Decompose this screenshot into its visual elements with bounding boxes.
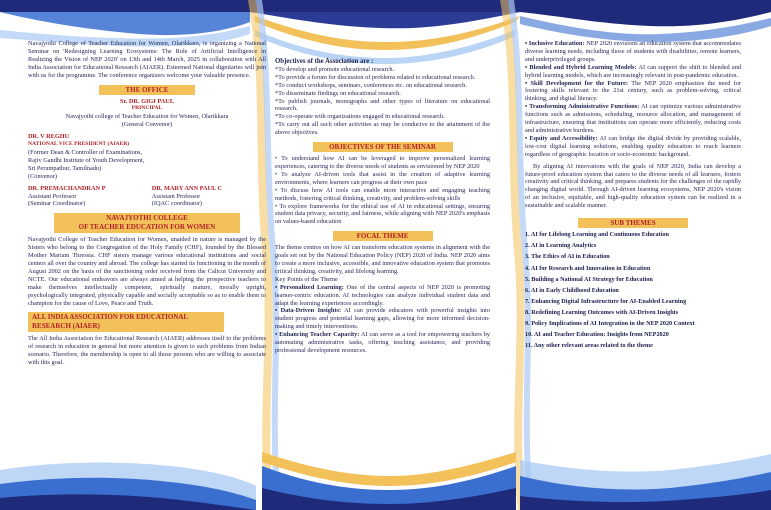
aiaer-heading-line-1: ALL INDIA ASSOCIATION FOR EDUCATIONAL (32, 313, 189, 322)
office-heading: THE OFFICE (99, 85, 195, 95)
sub-theme-item: 8. Redefining Learning Outcomes with AI-Driven Insights (525, 308, 679, 316)
coordinator-2-desc: (IQAC coordinator) (151, 200, 202, 208)
theme-point-text: NEP 2020 envisions an education system that accommodates diverse learning needs, including those of students with disabilities, remote learners, and underprivileged groups. (525, 40, 741, 63)
coordinator-1 (28, 185, 142, 209)
intro-text: Navajyothi College of Teacher Education for Women, Olarikkara, is organizing a National Seminar on 'Redesigning Learning Ecosystems: The Role of Artificial Intelligence in Realizing the Vision of NEP 2020' on 13th and 14th March, 2025 in collaboration with All India Association for Educational Research (AIAER). Esteemed National dignitaries will join with us for the programme. The conference organizers welcome your valuable presence. (28, 40, 266, 79)
key-point-item (275, 331, 490, 355)
college-heading-line-2: OF TEACHER EDUCATION FOR WOMEN (78, 223, 216, 232)
objective-item: *To provide a forum for discussion of problems related to educational research. (275, 73, 476, 81)
objective-item: *To disseminate findings on educational research. (275, 89, 401, 97)
coordinator-2 (152, 185, 266, 209)
sub-theme-item: 10. AI and Teacher Education: Insights from NEP2020 (525, 331, 669, 339)
theme-point-item (525, 64, 741, 80)
right-panel (525, 40, 741, 350)
key-point-label: • Enhancing Teacher Capacity: (275, 331, 360, 339)
vp-desc-1: (Former Dean & Controller of Examinations, (28, 148, 143, 156)
objectives-list (275, 66, 490, 137)
theme-point-label: • Equity and Accessibility: (525, 134, 598, 142)
vp-name: DR. V REGHU (28, 133, 70, 141)
seminar-objective-item: • To understand how AI can be leveraged to improve personalized learning experiences, catering to the diverse needs of students as envisioned by NEP 2020 (275, 155, 490, 170)
principal-convenor: (General Convenor) (121, 121, 173, 129)
sub-theme-item: 2. AI in Learning Analytics (525, 242, 597, 250)
objective-item: *To carry out all such other activities as may be conducive to the attainment of the above objectives. (275, 121, 490, 137)
college-heading-line-1: NAVAJYOTHI COLLEGE (106, 214, 188, 223)
seminar-objectives-list (275, 155, 490, 226)
sub-theme-item: 3. The Ethics of AI in Education (525, 253, 610, 261)
theme-point-item (525, 135, 741, 159)
sub-theme-item: 7. Enhancing Digital Infrastructure for AI-Enabled Learning (525, 297, 687, 305)
theme-point-label: • Blended and Hybrid Learning Models: (525, 63, 637, 71)
theme-point-item (525, 103, 741, 135)
principal-name: Sr. DR. GIGI PAUL (119, 97, 175, 105)
vp-desc-3: Sri Perumpathur, Tamilnadu) (28, 164, 102, 172)
sub-theme-item: 4. AI for Research and Innovation in Education (525, 264, 651, 272)
left-panel (28, 40, 266, 367)
seminar-objective-item: • To analyze AI-driven tools that assist in the creation of adaptive learning environments, where learners can progress at their own pace (275, 170, 490, 186)
aiaer-heading-line-2: RESEARCH (AIAER) (32, 322, 100, 331)
key-point-item (275, 307, 490, 331)
principal-desc: Navajyothi college of Teacher Education for Women, Olarikkara (65, 113, 229, 121)
sub-themes-heading: SUB THEMES (578, 218, 688, 228)
aiaer-heading (28, 312, 224, 332)
theme-point-text: AI can optimize various administrative functions such as admissions, scheduling, resource allocation, and management of infrastructure, ensuring that institutions can operate more efficiently, reducing costs and administrative burdens. (525, 103, 742, 134)
focal-theme-text: The theme centres on how AI can transform education systems in alignment with the goals set out by the National Education Policy (NEP) 2020 of India. NEP 2020 aims to create a more inclusive, accessible, and innovative education system that promotes critical thinking, creativity, and lifelong learning. (275, 244, 490, 275)
coordinator-2-name: DR. MARY ANN PAUL C (151, 184, 223, 192)
coordinator-1-desc: (Seminar Coordinator) (28, 200, 86, 208)
objectives-heading: Objectives of the Association are : (275, 58, 374, 65)
sub-theme-item: 9. Policy Implications of AI Integration in the NEP 2020 Context (525, 319, 695, 327)
sub-theme-item: 1. AI for Lifelong Learning and Continuous Education (525, 231, 669, 239)
theme-point-label: • Inclusive Education: (525, 40, 585, 47)
theme-point-label: • Transforming Administrative Functions: (525, 103, 640, 111)
key-point-text: AI can serve as a tool for empowering teachers by automating administrative tasks, offering teaching assistance, and providing professional development resources. (275, 331, 490, 354)
college-text: Navajyothi College of Teacher Education for Women, unaided in nature is managed by the Sisters who belong to the Congregation of the Holy Family (CHF), founded by the Blessed Mother Mariam Thressia. CHF sisters manage various educational institutions and social centers all over the country and abroad. The college has started its functioning in the month of August 2002 on the basis of the sanctioning order received from the Calicut University and NCTE. Our educational endeavors are always aimed at helping the prospective teachers to make themselves intellectually competent, spiritually mature, morally upright, psychologically integrated, physically capable and socially acceptable so as to enable them to champion for the cause of Love, Peace and Truth. (28, 236, 266, 307)
vp-role: NATIONAL VICE PRESIDENT (AIAER) (28, 141, 130, 148)
sub-theme-item: 11. Any other relevant areas related to the theme (525, 342, 653, 350)
key-point-text: AI can provide educators with powerful insights into student progress and potential learning gaps, allowing for more informed decision-making and timely interventions. (275, 307, 490, 331)
objective-item: *To co-operate with organizations engaged in educational research. (275, 113, 445, 121)
coordinators (28, 185, 266, 209)
seminar-objective-item: • To explore frameworks for the ethical use of AI in educational settings, ensuring student data privacy, security, and fairness, while aligning with NEP 2020's emphasis on values-based education (275, 202, 490, 226)
coordinator-2-role: Assistant Professor (151, 192, 201, 200)
coordinator-1-role: Assistant Professor (28, 192, 77, 200)
theme-point-text: The NEP 2020 emphasizes the need for fostering skills relevant to the 21st century, such as problem-solving, critical thinking, and digital literacy. (525, 79, 741, 103)
aiaer-text: The All India Association for Educational Research (AIAER) addresses itself to the problems of research in education in general but more attention is given to such problems from Indian scenario. Therefore, the membership is open to all those persons who are willing to associate with this goal. (28, 335, 266, 367)
theme-point-text: AI can support the shift to blended and hybrid learning models, which are increasingly relevant in post-pandemic education. (525, 63, 741, 79)
focal-theme-heading: FOCAL THEME (333, 231, 433, 241)
sub-themes-list (525, 231, 741, 350)
sub-theme-item: 6. AI in Early Childhood Education (525, 286, 619, 294)
seminar-objectives-heading: OBJECTIVES OF THE SEMINAR (313, 142, 453, 152)
theme-point-label: • Skill Development for the Future: (525, 79, 629, 87)
vp-desc-2: Rajiv Gandhi Institute of Youth Development, (28, 156, 145, 164)
objective-item: *To develop and promote educational research. (275, 65, 395, 73)
key-point-label: • Data-Driven Insights: (275, 307, 342, 315)
seminar-objective-item: • To discuss how AI tools can enable more interactive and engaging teaching methods, fostering critical thinking, creativity, and problem-solving skills (275, 186, 490, 202)
objective-item: *To conduct workshops, seminars, conferences etc. on educational research. (275, 81, 467, 89)
vp-desc-4: (Convenor) (28, 172, 58, 180)
key-point-label: • Personalized Learning: (275, 283, 344, 291)
college-heading (54, 213, 240, 233)
theme-point-item (525, 80, 741, 104)
coordinator-1-name: DR. PREMACHANDRAN P (28, 184, 106, 192)
theme-point-item (525, 40, 741, 64)
key-point-item (275, 284, 490, 308)
middle-panel (275, 58, 490, 355)
key-point-text: One of the central aspects of NEP 2020 is promoting learner-centric education. AI technologies can analyze individual student data and adapt the learning experiences accordingly. (275, 283, 490, 307)
principal-role: PRINCIPAL (131, 105, 163, 112)
sub-theme-item: 5. Building a National AI Strategy for Education (525, 275, 653, 283)
theme-point-text: AI can bridge the digital divide by providing scalable, low-cost digital learning solutions, enabling quality education to reach learners regardless of geographic location or socio-economic background. (525, 134, 741, 158)
closing-text: By aligning AI innovations with the goals of NEP 2020, India can develop a future-proof education system that caters to the diverse needs of all learners, fosters creativity and critical thinking, and prepares students for the challenges of the rapidly changing digital world. Through AI-driven learning ecosystems, NEP 2020's vision of an inclusive, equitable, and high-quality education system can be realized in a sustainable and scalable manner. (525, 162, 741, 210)
key-points-label: Key Points of the Theme (275, 275, 338, 283)
objective-item: *To publish journals, monographs and other types of literature on educational research. (275, 97, 490, 113)
